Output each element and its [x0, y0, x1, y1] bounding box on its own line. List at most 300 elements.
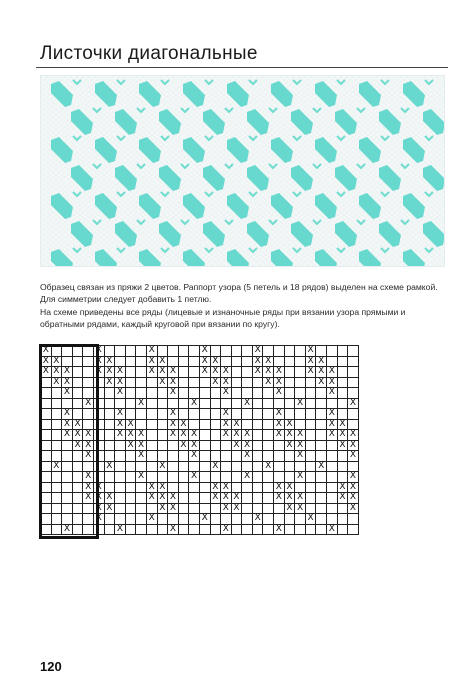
chart-cell	[189, 409, 200, 420]
chart-cell	[73, 399, 84, 410]
chart-cell	[348, 346, 359, 357]
chart-cell	[316, 346, 327, 357]
chart-cell	[126, 472, 137, 483]
knit-leaf-motif	[115, 220, 145, 247]
chart-cell: X	[73, 430, 84, 441]
chart-cell	[41, 525, 52, 536]
chart-cell	[200, 441, 211, 452]
chart-cell	[200, 504, 211, 515]
chart-cell	[306, 472, 317, 483]
chart-cell	[211, 409, 222, 420]
chart-cell	[211, 504, 222, 515]
knit-leaf-motif	[403, 80, 433, 107]
chart-cell: X	[327, 420, 338, 431]
chart-cell: X	[158, 357, 169, 368]
chart-cell	[158, 514, 169, 525]
chart-cell: X	[327, 525, 338, 536]
chart-cell	[338, 378, 349, 389]
chart-cell	[232, 388, 243, 399]
chart-cell	[221, 514, 232, 525]
chart-cell	[136, 504, 147, 515]
chart-cell	[189, 493, 200, 504]
chart-cell	[338, 409, 349, 420]
chart-cell: X	[158, 462, 169, 473]
chart-cell	[179, 451, 190, 462]
chart-cell: X	[327, 378, 338, 389]
chart-cell	[136, 462, 147, 473]
chart-cell	[306, 420, 317, 431]
chart-cell	[41, 504, 52, 515]
chart-cell	[316, 483, 327, 494]
chart-cell: X	[200, 346, 211, 357]
chart-cell: X	[348, 441, 359, 452]
chart-cell	[105, 430, 116, 441]
knit-leaf-motif	[183, 136, 213, 163]
chart-cell	[52, 420, 63, 431]
chart-cell	[221, 399, 232, 410]
chart-cell	[274, 451, 285, 462]
chart-cell	[316, 409, 327, 420]
chart-cell	[242, 420, 253, 431]
chart-cell	[211, 399, 222, 410]
chart-cell: X	[126, 430, 137, 441]
chart-cell: X	[105, 462, 116, 473]
knit-leaf-motif	[379, 108, 409, 135]
knit-leaf-motif	[247, 220, 277, 247]
chart-cell	[200, 399, 211, 410]
chart-cell	[316, 525, 327, 536]
chart-cell	[306, 462, 317, 473]
chart-cell	[115, 346, 126, 357]
chart-cell: X	[147, 483, 158, 494]
chart-cell	[338, 451, 349, 462]
chart-cell: X	[94, 483, 105, 494]
chart-cell	[295, 462, 306, 473]
chart-cell	[221, 346, 232, 357]
chart-cell	[136, 514, 147, 525]
chart-cell	[200, 409, 211, 420]
chart-cell	[115, 441, 126, 452]
chart-cell	[105, 483, 116, 494]
chart-cell: X	[105, 367, 116, 378]
chart-cell: X	[83, 483, 94, 494]
chart-cell: X	[115, 409, 126, 420]
chart-cell	[295, 420, 306, 431]
chart-cell	[73, 388, 84, 399]
chart-cell: X	[338, 493, 349, 504]
chart-cell	[52, 525, 63, 536]
chart-cell	[83, 367, 94, 378]
chart-cell: X	[221, 493, 232, 504]
chart-cell	[168, 514, 179, 525]
chart-cell: X	[285, 441, 296, 452]
chart-cell: X	[242, 430, 253, 441]
chart-cell	[41, 378, 52, 389]
chart-cell	[158, 451, 169, 462]
chart-cell: X	[62, 409, 73, 420]
chart-cell: X	[147, 514, 158, 525]
chart-cell	[295, 514, 306, 525]
chart-cell	[263, 388, 274, 399]
chart-cell	[285, 346, 296, 357]
chart-cell: X	[83, 430, 94, 441]
chart-cell: X	[263, 462, 274, 473]
chart-cell	[41, 441, 52, 452]
description-paragraph: Образец связан из пряжи 2 цветов. Раппорт узора (5 петель и 18 рядов) выделен на схеме рамкой. Для симметрии следует добавить 1 петлю.	[40, 282, 438, 304]
knit-leaf-motif	[271, 136, 301, 163]
chart-cell	[263, 472, 274, 483]
chart-cell: X	[316, 357, 327, 368]
chart-cell	[211, 514, 222, 525]
chart-cell	[147, 525, 158, 536]
chart-cell: X	[295, 399, 306, 410]
chart-cell	[168, 483, 179, 494]
chart-cell	[41, 399, 52, 410]
chart-cell: X	[285, 420, 296, 431]
chart-cell	[348, 462, 359, 473]
chart-cell	[41, 430, 52, 441]
chart-cell	[147, 472, 158, 483]
chart-cell: X	[242, 399, 253, 410]
chart-cell	[327, 346, 338, 357]
chart-cell	[94, 409, 105, 420]
chart-cell	[52, 399, 63, 410]
chart-cell	[126, 409, 137, 420]
chart-cell	[211, 430, 222, 441]
chart-cell	[274, 472, 285, 483]
chart-cell	[232, 357, 243, 368]
chart-cell	[189, 357, 200, 368]
chart-note-paragraph: На схеме приведены все ряды (лицевые и изнаночные ряды при вязании узора прямыми и обратными рядами, каждый круговой при вязании по кругу).	[40, 307, 406, 329]
chart-cell	[73, 525, 84, 536]
chart-cell	[168, 441, 179, 452]
chart-cell: X	[221, 504, 232, 515]
chart-cell	[327, 504, 338, 515]
chart-cell	[295, 483, 306, 494]
chart-cell	[348, 409, 359, 420]
chart-cell	[211, 441, 222, 452]
chart-cell: X	[41, 346, 52, 357]
knit-leaf-motif	[271, 80, 301, 107]
chart-cell	[52, 472, 63, 483]
chart-cell: X	[253, 367, 264, 378]
chart-cell	[316, 430, 327, 441]
chart-cell	[348, 420, 359, 431]
chart-cell	[41, 472, 52, 483]
chart-cell	[41, 409, 52, 420]
chart-cell: X	[348, 430, 359, 441]
chart-cell	[126, 357, 137, 368]
chart-cell	[94, 388, 105, 399]
chart-cell: X	[327, 409, 338, 420]
chart-cell: X	[232, 504, 243, 515]
chart-cell: X	[136, 451, 147, 462]
chart-cell: X	[158, 504, 169, 515]
chart-cell	[41, 483, 52, 494]
chart-cell: X	[211, 357, 222, 368]
chart-cell: X	[263, 367, 274, 378]
chart-cell	[327, 357, 338, 368]
chart-cell: X	[327, 388, 338, 399]
chart-cell: X	[83, 493, 94, 504]
chart-cell	[126, 525, 137, 536]
chart-cell: X	[253, 346, 264, 357]
chart-cell: X	[338, 430, 349, 441]
chart-cell: X	[52, 367, 63, 378]
chart-cell	[115, 514, 126, 525]
chart-cell: X	[295, 451, 306, 462]
chart-cell: X	[115, 367, 126, 378]
chart-cell: X	[274, 367, 285, 378]
chart-cell	[242, 493, 253, 504]
chart-cell: X	[147, 367, 158, 378]
chart-cell	[168, 357, 179, 368]
chart-cell	[274, 514, 285, 525]
chart-cell	[274, 462, 285, 473]
chart-cell	[126, 493, 137, 504]
chart-cell	[52, 441, 63, 452]
chart-cell	[232, 346, 243, 357]
chart-cell: X	[189, 441, 200, 452]
chart-cell: X	[158, 378, 169, 389]
chart-cell	[73, 514, 84, 525]
chart-cell	[126, 388, 137, 399]
chart-cell	[200, 462, 211, 473]
chart-cell	[285, 451, 296, 462]
chart-cell: X	[62, 420, 73, 431]
chart-cell	[232, 399, 243, 410]
chart-cell	[253, 430, 264, 441]
chart-cell	[285, 514, 296, 525]
chart-cell	[211, 451, 222, 462]
chart-cell	[126, 367, 137, 378]
chart-cell	[232, 514, 243, 525]
chart-cell: X	[168, 493, 179, 504]
chart-cell	[263, 420, 274, 431]
chart-cell	[232, 525, 243, 536]
knit-leaf-motif	[203, 108, 233, 135]
chart-cell	[189, 514, 200, 525]
chart-cell	[348, 357, 359, 368]
knit-leaf-motif	[139, 136, 169, 163]
chart-cell	[274, 399, 285, 410]
chart-cell	[338, 514, 349, 525]
chart-cell	[147, 409, 158, 420]
chart-cell	[105, 514, 116, 525]
chart-cell: X	[168, 378, 179, 389]
chart-cell	[136, 357, 147, 368]
chart-cell	[285, 388, 296, 399]
chart-cell	[263, 504, 274, 515]
chart-cell	[179, 504, 190, 515]
chart-cell: X	[94, 346, 105, 357]
chart-cell	[295, 367, 306, 378]
chart-cell	[253, 525, 264, 536]
chart-cell	[158, 420, 169, 431]
chart-cell	[253, 378, 264, 389]
chart-cell	[327, 483, 338, 494]
chart-cell: X	[253, 357, 264, 368]
chart-cell	[327, 451, 338, 462]
chart-cell: X	[83, 441, 94, 452]
chart-cell	[62, 472, 73, 483]
chart-cell	[316, 388, 327, 399]
chart-cell: X	[158, 493, 169, 504]
chart-cell	[73, 493, 84, 504]
chart-cell: X	[200, 357, 211, 368]
chart-cell	[316, 451, 327, 462]
chart-cell	[105, 409, 116, 420]
chart-cell	[285, 525, 296, 536]
chart-cell	[189, 378, 200, 389]
knit-leaf-motif	[139, 248, 169, 266]
knit-leaf-motif	[247, 108, 277, 135]
chart-cell: X	[189, 472, 200, 483]
chart-cell	[73, 451, 84, 462]
chart-cell	[136, 420, 147, 431]
chart-cell: X	[168, 388, 179, 399]
chart-cell	[306, 430, 317, 441]
chart-cell: X	[306, 346, 317, 357]
chart-cell	[115, 357, 126, 368]
chart-cell: X	[189, 430, 200, 441]
chart-cell	[327, 493, 338, 504]
chart-cell	[83, 514, 94, 525]
page-title: Листочки диагональные	[40, 43, 258, 64]
chart-cell	[232, 378, 243, 389]
chart-cell	[147, 420, 158, 431]
chart-cell	[327, 462, 338, 473]
chart-cell	[306, 483, 317, 494]
chart-cell	[338, 462, 349, 473]
chart-cell: X	[168, 525, 179, 536]
chart-cell: X	[211, 483, 222, 494]
knit-leaf-motif	[335, 108, 365, 135]
chart-cell	[348, 378, 359, 389]
chart-cell: X	[232, 441, 243, 452]
chart-cell	[200, 525, 211, 536]
chart-cell: X	[94, 514, 105, 525]
chart-cell	[200, 388, 211, 399]
chart-cell: X	[179, 430, 190, 441]
chart-cell	[316, 493, 327, 504]
chart-cell	[179, 483, 190, 494]
chart-cell	[168, 346, 179, 357]
chart-cell: X	[285, 430, 296, 441]
chart-cell: X	[105, 493, 116, 504]
chart-cell	[158, 388, 169, 399]
chart-cell	[115, 493, 126, 504]
chart-cell	[306, 378, 317, 389]
chart-cell: X	[285, 493, 296, 504]
chart-cell: X	[62, 430, 73, 441]
chart-cell	[147, 504, 158, 515]
chart-cell: X	[221, 367, 232, 378]
chart-cell	[73, 504, 84, 515]
chart-cell	[253, 409, 264, 420]
chart-cell	[105, 388, 116, 399]
chart-cell	[306, 525, 317, 536]
chart-cell	[73, 472, 84, 483]
chart-cell: X	[295, 441, 306, 452]
chart-cell	[73, 378, 84, 389]
chart-cell: X	[168, 409, 179, 420]
chart-cell: X	[274, 388, 285, 399]
chart-cell	[83, 357, 94, 368]
knit-leaf-motif	[423, 164, 444, 191]
knit-leaf-motif	[315, 80, 345, 107]
chart-cell	[105, 472, 116, 483]
chart-cell	[338, 525, 349, 536]
chart-cell	[73, 409, 84, 420]
chart-cell	[274, 441, 285, 452]
chart-cell: X	[327, 430, 338, 441]
chart-cell	[62, 399, 73, 410]
chart-cell	[83, 420, 94, 431]
chart-cell	[136, 483, 147, 494]
knit-leaf-motif	[423, 108, 444, 135]
chart-cell	[253, 483, 264, 494]
chart-cell: X	[316, 367, 327, 378]
knit-leaf-motif	[403, 248, 433, 266]
chart-cell	[83, 346, 94, 357]
chart-cell	[242, 388, 253, 399]
chart-cell: X	[348, 399, 359, 410]
chart-cell	[179, 367, 190, 378]
chart-cell	[179, 399, 190, 410]
chart-cell	[52, 346, 63, 357]
chart-cell: X	[73, 420, 84, 431]
chart-cell	[253, 493, 264, 504]
chart-cell: X	[41, 367, 52, 378]
chart-cell: X	[62, 378, 73, 389]
chart-cell: X	[52, 378, 63, 389]
knit-leaf-motif	[71, 108, 101, 135]
chart-cell	[316, 420, 327, 431]
chart-cell	[52, 430, 63, 441]
chart-cell	[115, 399, 126, 410]
chart-cell	[52, 504, 63, 515]
chart-cell	[253, 462, 264, 473]
chart-cell: X	[232, 493, 243, 504]
chart-cell	[211, 525, 222, 536]
chart-cell	[242, 483, 253, 494]
chart-cell	[232, 367, 243, 378]
chart-cell	[158, 409, 169, 420]
chart-cell: X	[221, 525, 232, 536]
chart-cell	[232, 462, 243, 473]
chart-cell	[189, 367, 200, 378]
chart-cell	[253, 504, 264, 515]
chart-cell	[274, 357, 285, 368]
knit-leaf-motif	[51, 80, 81, 107]
chart-cell: X	[306, 357, 317, 368]
knit-leaf-motif	[271, 248, 301, 266]
chart-cell	[179, 346, 190, 357]
chart-cell: X	[306, 367, 317, 378]
chart-cell	[83, 388, 94, 399]
chart-cell	[253, 399, 264, 410]
chart-cell: X	[348, 483, 359, 494]
chart-cell: X	[94, 357, 105, 368]
chart-cell	[147, 441, 158, 452]
chart-cell	[200, 378, 211, 389]
chart-cell	[105, 346, 116, 357]
chart-cell	[73, 462, 84, 473]
chart-cell	[295, 388, 306, 399]
chart-cell: X	[168, 367, 179, 378]
chart-cell: X	[115, 378, 126, 389]
